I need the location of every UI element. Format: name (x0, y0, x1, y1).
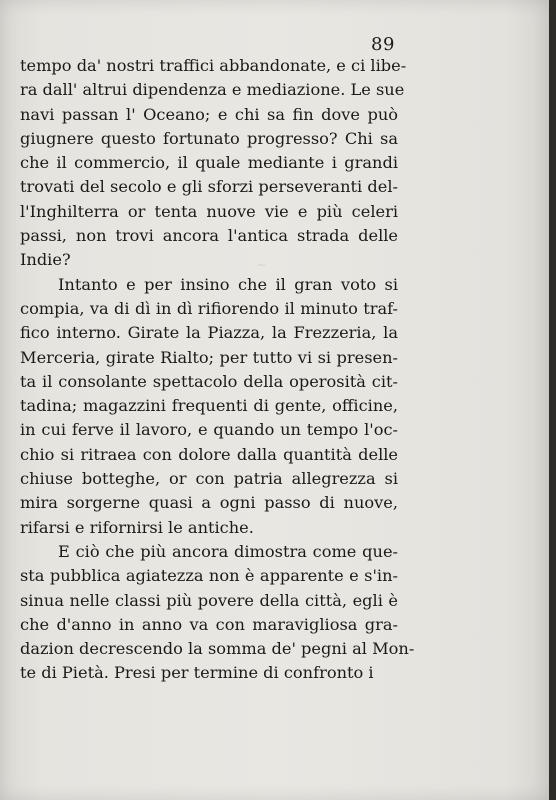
scan-edge (549, 0, 556, 800)
text-line: in cui ferve il lavoro, e quando un tempo l'oc- (20, 420, 398, 440)
text-line: sinua nelle classi più povere della città, egli è (20, 590, 398, 610)
text-line: te di Pietà. Presi per termine di confronto i (20, 663, 374, 683)
text-line: rifarsi e rifornirsi le antiche. (20, 517, 254, 537)
text-line: chio si ritraea con dolore dalla quantità delle (20, 444, 398, 464)
text-line: fico interno. Girate la Piazza, la Frezzeria, la (20, 323, 398, 343)
text-line: giugnere questo fortunato progresso? Chi sa (20, 128, 398, 148)
text-line: Indie? (20, 250, 71, 270)
text-line: passi, non trovi ancora l'antica strada delle (20, 226, 398, 246)
text-line: navi passan l' Oceano; e chi sa fin dove può (20, 104, 398, 124)
text-line: mira sorgerne quasi a ogni passo di nuove, (20, 493, 398, 513)
text-line: compia, va di dì in dì rifiorendo il minuto traf- (20, 298, 398, 318)
body-text (20, 54, 415, 686)
page-number: 89 (371, 34, 395, 55)
text-line: chiuse botteghe, or con patria allegrezza si (20, 469, 398, 489)
text-line: ta il consolante spettacolo della operosità cit- (20, 371, 398, 391)
text-line: sta pubblica agiatezza non è apparente e s'in- (20, 566, 398, 586)
text-line: trovati del secolo e gli sforzi perseveranti del- (20, 177, 398, 197)
text-line: l'Inghilterra or tenta nuove vie e più celeri (20, 201, 398, 221)
text-line: dazion decrescendo la somma de' pegni al Mon- (20, 639, 415, 659)
paragraph (20, 54, 407, 273)
text-line: tadina; magazzini frequenti di gente, officine, (20, 396, 398, 416)
text-line: Merceria, girate Rialto; per tutto vi si presen- (20, 347, 398, 367)
text-line: E ciò che più ancora dimostra come que- (58, 541, 398, 561)
text-line: che il commercio, il quale mediante i grandi (20, 153, 398, 173)
paragraph (20, 273, 398, 540)
text-line: Intanto e per insino che il gran voto si (58, 274, 398, 294)
bleed-through-texture: ~ (256, 258, 267, 273)
text-line: tempo da' nostri traffici abbandonate, e ci libe- (20, 56, 407, 75)
text-line: ra dall' altrui dipendenza e mediazione. Le sue (20, 80, 405, 100)
paragraph (20, 540, 415, 686)
text-line: che d'anno in anno va con maravigliosa gra- (20, 614, 398, 634)
